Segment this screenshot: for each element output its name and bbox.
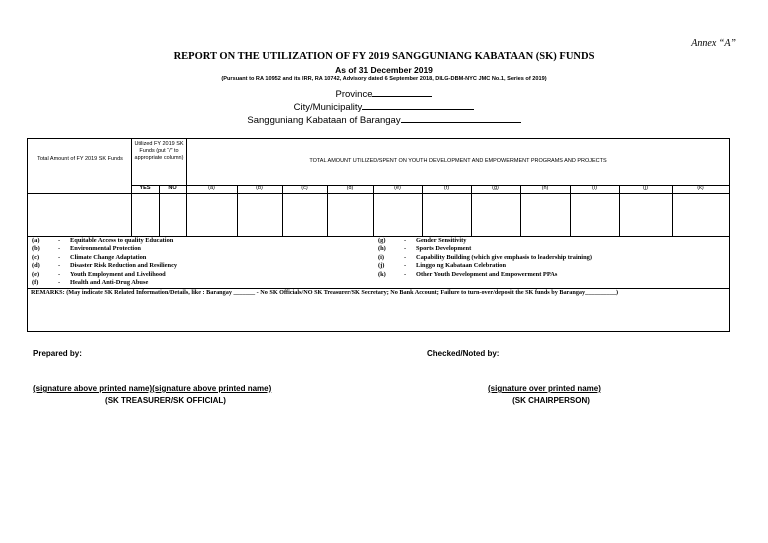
legend-key: (h) xyxy=(378,245,386,253)
legend-key: (b) xyxy=(32,245,40,253)
legend-item xyxy=(32,271,177,279)
left-signature-role: (SK TREASURER/SK OFFICIAL) xyxy=(105,396,226,405)
annex-label: Annex “A” xyxy=(691,38,736,49)
legend-item xyxy=(32,262,177,270)
right-signature-role: (SK CHAIRPERSON) xyxy=(512,396,590,405)
checked-by-label: Checked/Noted by: xyxy=(427,349,500,358)
as-of-date: As of 31 December 2019 xyxy=(335,65,433,75)
col-line xyxy=(373,185,374,236)
legend-key: (a) xyxy=(32,237,40,244)
legend-text: Environmental Protection xyxy=(70,245,141,253)
barangay-label: Sangguniang Kabataan of Barangay xyxy=(247,115,401,126)
col-i-header: (i) xyxy=(592,185,597,191)
legend-item xyxy=(32,279,177,287)
col-line xyxy=(672,185,673,236)
province-field xyxy=(0,87,768,100)
city-blank[interactable] xyxy=(362,100,474,110)
legend-key: (d) xyxy=(32,262,40,270)
legend-text: Climate Change Adaptation xyxy=(70,253,147,261)
legend-item xyxy=(378,262,592,270)
legend-item xyxy=(32,254,177,262)
col-line xyxy=(159,185,160,236)
city-field xyxy=(0,100,768,113)
total-amount-header: Total Amount of FY 2019 SK Funds xyxy=(37,156,123,162)
legend-key: (e) xyxy=(32,270,40,278)
legend-dash: - xyxy=(58,245,61,253)
utilized-header: Utilized FY 2019 SK Funds (put “/” to appropriate column) xyxy=(134,141,184,161)
yes-header: YES xyxy=(139,185,151,191)
col-line xyxy=(422,185,423,236)
col-c-header: (c) xyxy=(301,185,308,191)
right-signature-line: (signature over printed name) xyxy=(488,384,601,393)
legend-text: Equitable Access to quality Education xyxy=(70,237,174,244)
legend-item xyxy=(378,271,592,279)
legend-item xyxy=(32,245,177,253)
province-label: Province xyxy=(335,89,373,100)
city-label: City/Municipality xyxy=(293,102,363,113)
legend-text: Other Youth Development and Empowerment PPAs xyxy=(416,270,558,278)
col-line xyxy=(237,185,238,236)
col-j-header: (j) xyxy=(643,185,648,191)
legend-dash: - xyxy=(58,270,61,278)
legend-key: (c) xyxy=(32,253,40,261)
legend-item xyxy=(378,245,592,253)
legend-item xyxy=(378,237,592,245)
legal-basis: (Pursuant to RA 10952 and its IRR, RA 10742, Advisory dated 6 September 2018, DILG-DBM-NYC JMC No.1, Series of 2019) xyxy=(221,76,547,82)
barangay-blank[interactable] xyxy=(401,113,521,123)
province-blank[interactable] xyxy=(372,87,432,97)
legend-key: (g) xyxy=(378,237,386,244)
legend-key: (j) xyxy=(378,262,385,270)
programs-header: TOTAL AMOUNT UTILIZED/SPENT ON YOUTH DEVELOPMENT AND EMPOWERMENT PROGRAMS AND PROJECTS xyxy=(309,158,607,164)
col-line xyxy=(520,185,521,236)
legend-text: Disaster Risk Reduction and Resiliency xyxy=(70,262,178,270)
legend-item xyxy=(378,254,592,262)
col-line xyxy=(282,185,283,236)
legend-text: Youth Employment and Livelihood xyxy=(70,270,166,278)
legend-dash: - xyxy=(58,253,61,261)
legend-dash: - xyxy=(58,262,61,270)
report-table xyxy=(27,138,730,332)
legend-dash: - xyxy=(404,270,407,278)
col-a-header: (a) xyxy=(208,185,215,191)
barangay-field xyxy=(0,113,768,126)
legend-dash: - xyxy=(404,245,407,253)
left-signature-line: (signature above printed name)(signature above printed name) xyxy=(33,384,272,393)
col-g-header: (g) xyxy=(492,185,499,191)
legend-key: (i) xyxy=(378,253,385,261)
report-title: REPORT ON THE UTILIZATION OF FY 2019 SANGGUNIANG KABATAAN (SK) FUNDS xyxy=(173,51,595,62)
legend-key: (k) xyxy=(378,270,386,278)
legend-key: (f) xyxy=(32,279,39,287)
col-f-header: (f) xyxy=(443,185,450,191)
legend-text: Linggo ng Kabataan Celebration xyxy=(416,262,507,270)
col-line xyxy=(570,185,571,236)
col-d-header: (d) xyxy=(346,185,354,191)
col-k-header: (k) xyxy=(697,185,704,191)
legend-text: Sports Development xyxy=(416,245,472,253)
legend-text: Capability Building (which give emphasis to leadership training) xyxy=(416,253,592,261)
header-bottom-line xyxy=(28,193,729,194)
legend-dash: - xyxy=(58,279,61,287)
legend-dash: - xyxy=(404,253,407,261)
legend-dash: - xyxy=(404,262,407,270)
no-header: NO xyxy=(168,185,177,191)
legend-right xyxy=(378,237,592,279)
col-h-header: (h) xyxy=(541,185,549,191)
legend-item xyxy=(32,237,177,245)
legend-left xyxy=(32,237,177,287)
col-b-header: (b) xyxy=(256,185,263,191)
remarks: REMARKS: (May indicate SK Related Information/Details, like : Barangay _______ - No SK Officials/NO SK Treasurer/SK Secretary; No Bank Account; Failure to turn-over/deposit the SK funds by Barangay__________) xyxy=(31,289,619,296)
col-line xyxy=(619,185,620,236)
col-line xyxy=(471,185,472,236)
legend-text: Gender Sensitivity xyxy=(416,237,467,244)
legend-text: Health and Anti-Drug Abuse xyxy=(70,279,149,287)
col-line xyxy=(327,185,328,236)
prepared-by-label: Prepared by: xyxy=(33,349,82,358)
col-e-header: (e) xyxy=(394,185,401,191)
legend-dash: - xyxy=(404,237,407,244)
legend-dash: - xyxy=(58,237,61,244)
